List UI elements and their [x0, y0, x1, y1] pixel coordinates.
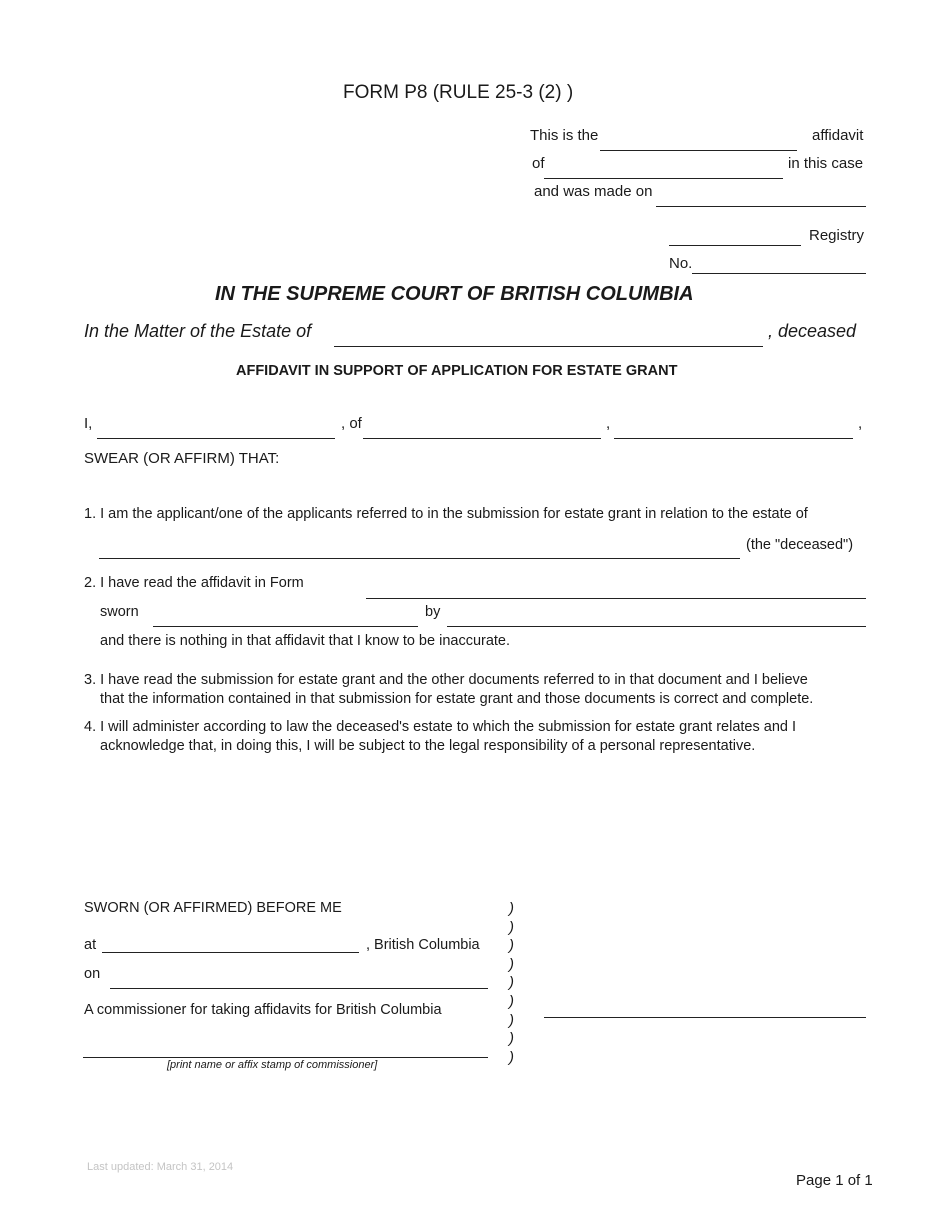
sworn-by-field[interactable]: [447, 626, 866, 627]
swear-statement: SWEAR (OR AFFIRM) THAT:: [84, 450, 280, 467]
deponent-address-field[interactable]: [363, 438, 601, 439]
made-on-label: and was made on: [534, 183, 653, 200]
sworn-date-field[interactable]: [153, 626, 418, 627]
sworn-date-jurat-field[interactable]: [110, 988, 488, 989]
at-label: at: [84, 937, 97, 953]
british-columbia-label: , British Columbia: [366, 937, 480, 953]
para-3-line-1: 3. I have read the submission for estate grant and the other documents referred to in that document and I believe: [84, 672, 808, 688]
affidavit-number-field[interactable]: [600, 150, 797, 151]
form-title: FORM P8 (RULE 25-3 (2) ): [343, 82, 574, 103]
para-1-text: 1. I am the applicant/one of the applicants referred to in the submission for estate grant in relation to the estate of: [84, 506, 808, 522]
para-2-tail: and there is nothing in that affidavit that I know to be inaccurate.: [100, 633, 511, 649]
matter-prefix: In the Matter of the Estate of: [84, 321, 312, 341]
i-label: I,: [84, 415, 93, 432]
affidavit-label: affidavit: [812, 127, 864, 144]
paren-9: ): [509, 1049, 514, 1066]
paren-4: ): [509, 956, 514, 973]
sworn-before-label: SWORN (OR AFFIRMED) BEFORE ME: [84, 900, 342, 916]
commissioner-name-field[interactable]: [83, 1057, 488, 1058]
last-updated: Last updated: March 31, 2014: [87, 1161, 234, 1173]
paren-6: ): [509, 993, 514, 1010]
para-4-line-1: 4. I will administer according to law the deceased's estate to which the submission for estate grant relates and I: [84, 719, 797, 735]
of-label: of: [532, 155, 545, 172]
in-this-case-label: in this case: [788, 155, 864, 172]
deponent-occupation-field[interactable]: [614, 438, 853, 439]
sworn-location-field[interactable]: [102, 952, 359, 953]
para-4-line-2: acknowledge that, in doing this, I will be subject to the legal responsibility of a personal representative.: [100, 738, 756, 754]
this-is-the-label: This is the: [530, 127, 599, 144]
matter-suffix: , deceased: [768, 321, 857, 341]
deponent-surname-field[interactable]: [544, 178, 783, 179]
form-number-field[interactable]: [366, 598, 866, 599]
paren-2: ): [509, 919, 514, 936]
paren-1: ): [509, 900, 514, 917]
paren-3: ): [509, 937, 514, 954]
affidavit-heading: AFFIDAVIT IN SUPPORT OF APPLICATION FOR ESTATE GRANT: [236, 363, 678, 379]
of-address-label: , of: [341, 415, 362, 432]
by-label: by: [425, 604, 441, 620]
deponent-signature-field[interactable]: [544, 1017, 866, 1018]
sworn-label: sworn: [100, 604, 139, 620]
court-title: IN THE SUPREME COURT OF BRITISH COLUMBIA: [215, 283, 694, 305]
para-2-text: 2. I have read the affidavit in Form: [84, 575, 304, 591]
estate-name-field[interactable]: [334, 346, 763, 347]
registry-field[interactable]: [669, 245, 801, 246]
no-label: No.: [669, 255, 693, 272]
deceased-name-field[interactable]: [99, 558, 740, 559]
paren-5: ): [509, 974, 514, 991]
print-name-caption: [print name or affix stamp of commissioner]: [167, 1059, 378, 1071]
para-3-line-2: that the information contained in that submission for estate grant and those documents is correct and complete.: [100, 691, 814, 707]
paren-7: ): [509, 1012, 514, 1029]
made-on-date-field[interactable]: [656, 206, 866, 207]
deceased-label: (the "deceased"): [746, 537, 854, 553]
deponent-name-field[interactable]: [97, 438, 335, 439]
paren-8: ): [509, 1030, 514, 1047]
registry-label: Registry: [809, 227, 865, 244]
page-number: Page 1 of 1: [796, 1172, 873, 1189]
file-number-field[interactable]: [692, 273, 866, 274]
comma-2: ,: [858, 415, 863, 432]
comma-1: ,: [606, 415, 611, 432]
on-label: on: [84, 966, 101, 982]
commissioner-label: A commissioner for taking affidavits for British Columbia: [84, 1002, 442, 1018]
